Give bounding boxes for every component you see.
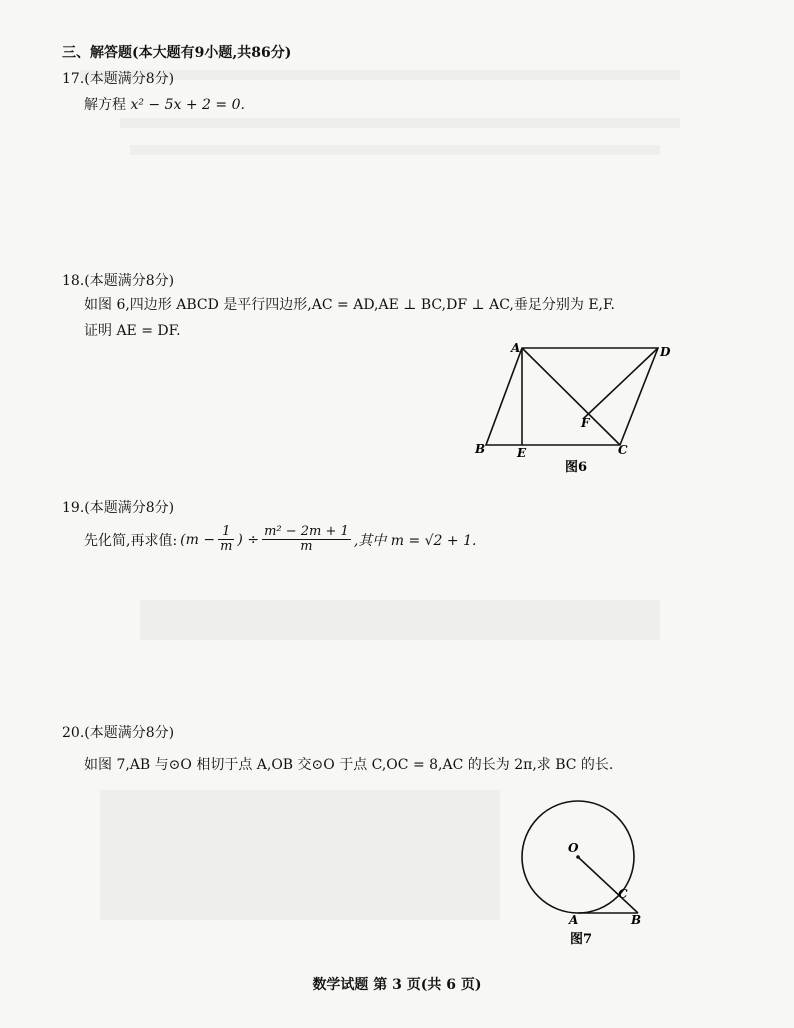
q19-expr-open: (m − — [180, 531, 216, 548]
q17-header: 17.(本题满分8分) — [62, 71, 175, 87]
bleed-through — [120, 118, 680, 128]
q19-body — [84, 525, 476, 555]
center-dot — [576, 855, 580, 859]
label-a: A — [569, 913, 579, 927]
q17-body — [84, 94, 245, 114]
figure-6 — [470, 335, 680, 475]
q19-header: 19.(本题满分8分) — [62, 500, 175, 516]
section-title: 三、解答题(本大题有9小题,共86分) — [62, 45, 292, 61]
q20-text: 如图 7,AB 与⊙O 相切于点 A,OB 交⊙O 于点 C,OC = 8,AC 的长为 2π,求 BC 的长. — [84, 757, 614, 773]
label-a: A — [511, 341, 521, 355]
bleed-through — [140, 600, 660, 640]
bleed-through — [130, 145, 660, 155]
q19-frac1-num: 1 — [218, 525, 234, 540]
segment-ac — [522, 348, 620, 445]
figure-7 — [510, 795, 660, 950]
q17-equation: x² − 5x + 2 = 0. — [130, 97, 245, 113]
q17-text: 解方程 — [84, 97, 131, 113]
q20-header: 20.(本题满分8分) — [62, 725, 175, 741]
q18-header: 18.(本题满分8分) — [62, 273, 175, 289]
figure-7-caption: 图7 — [570, 932, 593, 947]
q19-condition: ,其中 m = √2 + 1. — [353, 532, 477, 549]
q19-expr-close: ) ÷ — [237, 531, 260, 548]
label-b: B — [631, 913, 642, 927]
label-e: E — [517, 446, 527, 460]
label-d: D — [660, 345, 671, 359]
q19-text: 先化简,再求值: — [84, 532, 178, 549]
label-f: F — [581, 416, 590, 430]
label-b: B — [475, 442, 486, 456]
q19-frac2-num: m² − 2m + 1 — [264, 524, 349, 539]
figure-6-caption: 图6 — [565, 460, 588, 475]
label-o: O — [568, 841, 579, 855]
label-c: C — [618, 443, 628, 457]
q19-frac1-den: m — [220, 539, 233, 555]
q18-line1: 如图 6,四边形 ABCD 是平行四边形,AC = AD,AE ⊥ BC,DF ⊥ AC,垂足分别为 E,F. — [84, 297, 615, 313]
bleed-through — [100, 790, 500, 920]
q19-fraction-1 — [218, 525, 234, 555]
label-c: C — [618, 887, 628, 901]
page-footer: 数学试题 第 3 页(共 6 页) — [312, 977, 482, 993]
segment-df — [583, 348, 658, 419]
q19-fraction-2 — [262, 525, 351, 555]
q18-line2: 证明 AE = DF. — [84, 323, 181, 339]
q19-frac2-den: m — [300, 539, 313, 555]
